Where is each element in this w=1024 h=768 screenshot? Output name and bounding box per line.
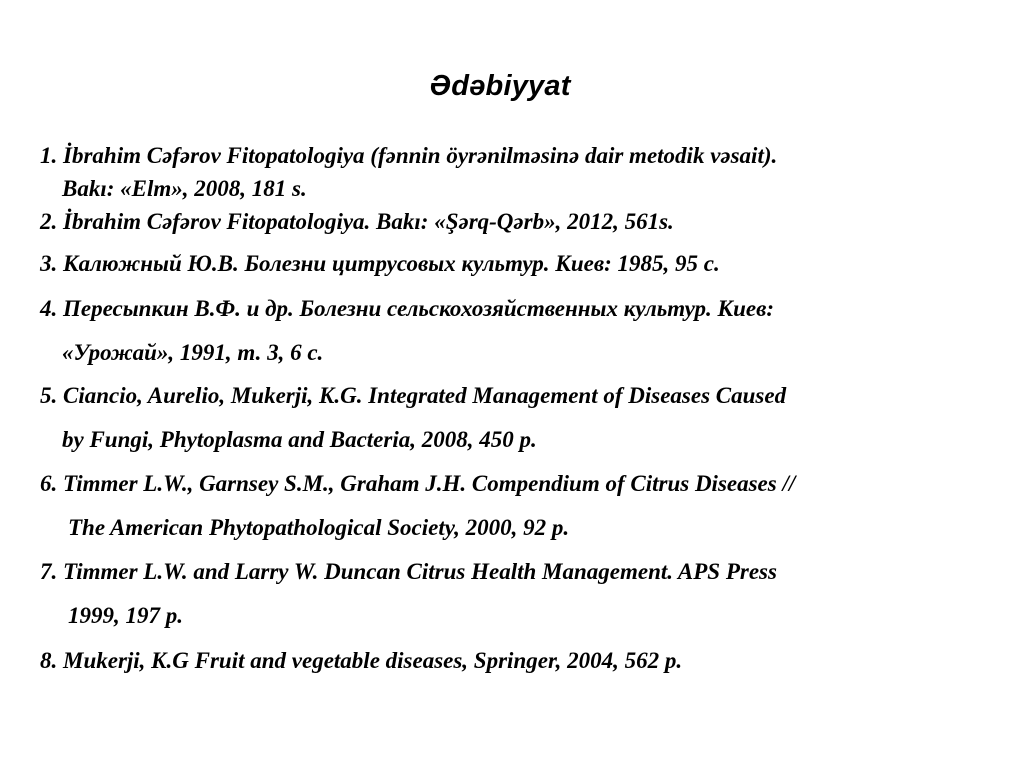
reference-3-line-1: 3. Калюжный Ю.В. Болезни цитрусовых культур. Киев: 1985, 95 с. xyxy=(40,251,720,276)
reference-1-line-2: Bakı: «Elm», 2008, 181 s. xyxy=(62,176,307,201)
reference-7-line-1: 7. Timmer L.W. and Larry W. Duncan Citrus Health Management. APS Press xyxy=(40,559,777,584)
reference-1-line-1: 1. İbrahim Cəfərov Fitopatologiya (fənnin öyrənilməsinə dair metodik vəsait). xyxy=(40,143,778,168)
reference-6-line-2: The American Phytopathological Society, 2000, 92 p. xyxy=(68,515,570,540)
reference-4-line-2: «Урожай», 1991, т. 3, 6 с. xyxy=(62,340,324,365)
reference-5-line-1: 5. Ciancio, Aurelio, Mukerji, K.G. Integrated Management of Diseases Caused xyxy=(40,383,787,408)
slide-title: Ədəbiyyat xyxy=(429,70,571,102)
reference-8-line-1: 8. Mukerji, K.G Fruit and vegetable diseases, Springer, 2004, 562 p. xyxy=(40,648,683,673)
reference-2-line-1: 2. İbrahim Cəfərov Fitopatologiya. Bakı: «Şərq-Qərb», 2012, 561s. xyxy=(40,209,674,234)
reference-7-line-2: 1999, 197 p. xyxy=(68,603,183,628)
reference-4-line-1: 4. Пересыпкин В.Ф. и др. Болезни сельскохозяйственных культур. Киев: xyxy=(40,296,775,321)
reference-6-line-1: 6. Timmer L.W., Garnsey S.M., Graham J.H. Compendium of Citrus Diseases // xyxy=(40,471,796,496)
reference-5-line-2: by Fungi, Phytoplasma and Bacteria, 2008, 450 p. xyxy=(62,427,537,452)
